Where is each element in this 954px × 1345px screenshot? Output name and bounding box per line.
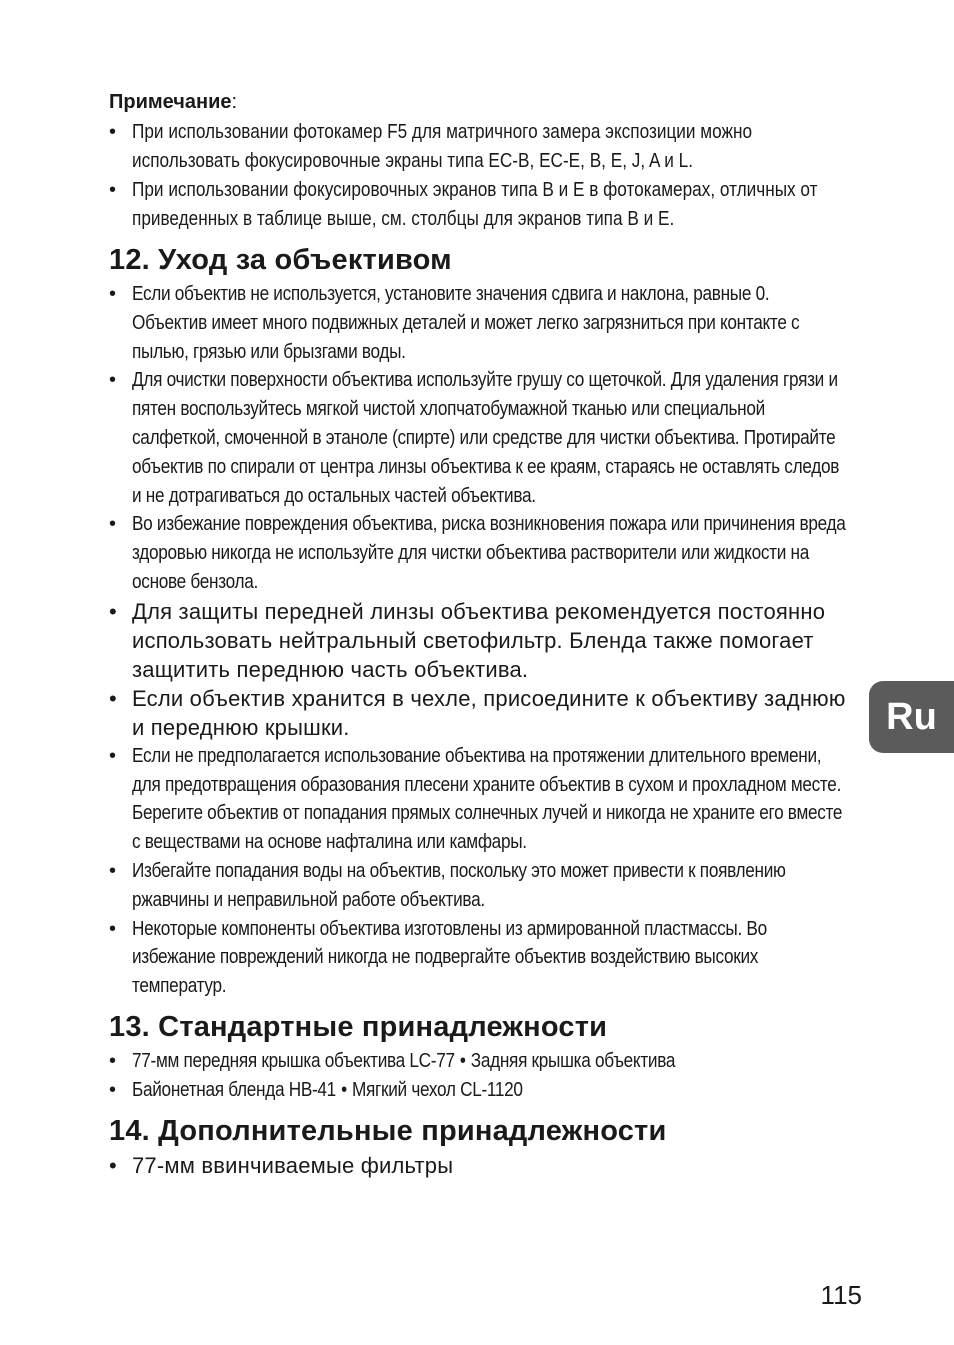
section-13-list [109,1047,849,1105]
page-content [109,88,849,1180]
list-item: • 77-мм ввинчиваемые фильтры [109,1152,454,1178]
list-item: • Если объектив хранится в чехле, присоедините к объективу заднюю и переднюю крышки. [109,685,846,740]
section-14-list [109,1151,849,1180]
page-number: 115 [820,1280,862,1310]
section-12-list-b [109,742,849,1001]
list-item: • Некоторые компоненты объектива изготовлены из армированной пластмассы. Во избежание повреждений никогда не подвергайте объектив воздействию высоких температур. [109,917,767,998]
list-item: • При использовании фотокамер F5 для матричного замера экспозиции можно использовать фокусировочные экраны типа EC-B, EC-E, B, E, J, A и L. [109,121,753,172]
language-tab: Ru [869,681,954,753]
section-12-list-a [109,280,849,597]
section-13-title: 13. Стандартные принадлежности [109,1010,608,1043]
note-heading: Примечание: [109,91,238,113]
section-12-list-wide [109,597,849,742]
section-12-title: 12. Уход за объективом [109,244,452,276]
list-item: • Байонетная бленда HB-41 • Мягкий чехол CL-1120 [109,1078,523,1101]
section-14-title: 14. Дополнительные принадлежности [109,1114,667,1147]
list-item: • Если объектив не используется, установите значения сдвига и наклона, равные 0. Объектив имеет много подвижных деталей и может легко загрязниться при контакте с пылью, грязью или брызгами воды. [109,283,800,363]
list-item: • Если не предполагается использование объектива на протяжении длительного времени, для предотвращения образования плесени храните объектив в сухом и прохладном месте. Берегите объектив от попадания прямых солнечных лучей и никогда не храните его вместе с веществами на основе нафталина или камфары. [109,744,843,854]
list-item: • 77-мм передняя крышка объектива LC-77 • Задняя крышка объектива [109,1049,676,1072]
list-item: • При использовании фокусировочных экранов типа B и E в фотокамерах, отличных от приведенных в таблице выше, см. столбцы для экранов типа B и E. [109,179,818,230]
list-item: • Для очистки поверхности объектива используйте грушу со щеточкой. Для удаления грязи и пятен воспользуйтесь мягкой чистой хлопчатобумажной тканью или специальной салфеткой, смоченной в этаноле (спирте) или средстве для чистки объектива. Протирайте объектив по спирали от центра линзы объектива к ее краям, стараясь не оставлять следов и не дотрагиваться до остальных частей объектива. [109,369,840,507]
list-item: • Во избежание повреждения объектива, риска возникновения пожара или причинения вреда здоровью никогда не используйте для чистки объектива растворители или жидкости на основе бензола. [109,513,846,593]
list-item: • Для защиты передней линзы объектива рекомендуется постоянно использовать нейтральный светофильтр. Бленда также помогает защитить переднюю часть объектива. [109,598,826,682]
note-list [109,118,849,234]
list-item: • Избегайте попадания воды на объектив, поскольку это может привести к появлению ржавчины и неправильной работе объектива. [109,859,786,911]
